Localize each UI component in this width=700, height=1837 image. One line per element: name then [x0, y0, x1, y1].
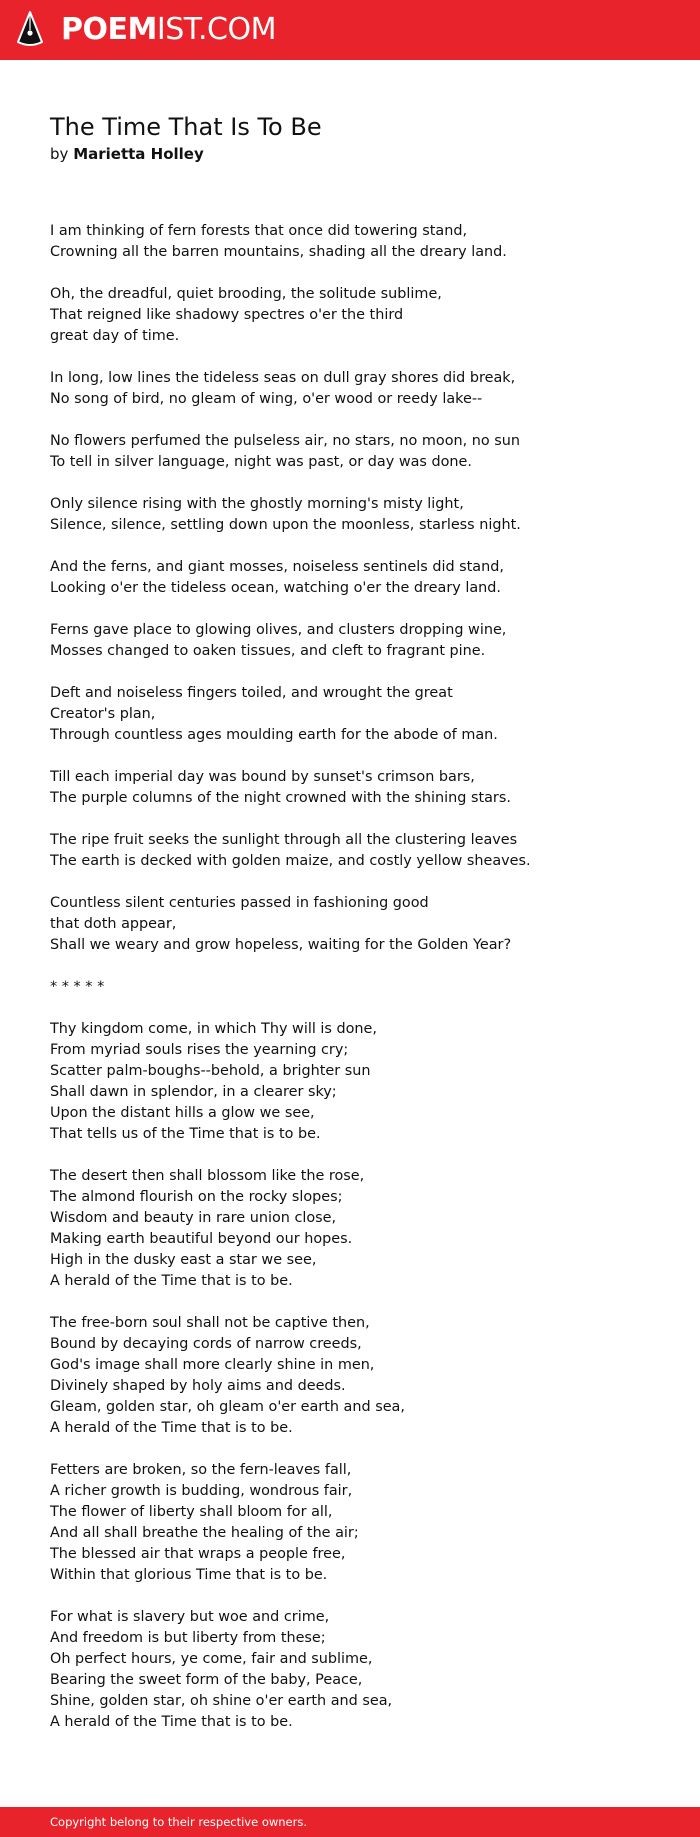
poem-stanza — [50, 557, 650, 599]
poem-line: Within that glorious Time that is to be. — [50, 1567, 328, 1583]
poem-line: The flower of liberty shall bloom for all, — [50, 1504, 333, 1520]
poem-line: A richer growth is budding, wondrous fair, — [50, 1483, 353, 1499]
poem-line: The blessed air that wraps a people free, — [50, 1546, 346, 1562]
poem-line: God's image shall more clearly shine in men, — [50, 1357, 375, 1373]
poem-stanza — [50, 683, 650, 746]
poem-line: Ferns gave place to glowing olives, and clusters dropping wine, — [50, 622, 507, 638]
poem-line: I am thinking of fern forests that once did towering stand, — [50, 223, 468, 239]
poem-body — [50, 221, 650, 1754]
byline — [50, 144, 650, 164]
poem-line: And freedom is but liberty from these; — [50, 1630, 326, 1646]
poem-line: that doth appear, — [50, 916, 177, 932]
poem-line: Creator's plan, — [50, 706, 156, 722]
poem-stanza — [50, 977, 650, 998]
poem-line: From myriad souls rises the yearning cry; — [50, 1042, 349, 1058]
site-footer — [0, 1807, 700, 1837]
poem-stanza — [50, 620, 650, 662]
poem-line: Upon the distant hills a glow we see, — [50, 1105, 315, 1121]
poem-stanza — [50, 830, 650, 872]
poem-stanza — [50, 1460, 650, 1586]
poem-line: For what is slavery but woe and crime, — [50, 1609, 330, 1625]
poem-line: The desert then shall blossom like the rose, — [50, 1168, 365, 1184]
poem-stanza — [50, 221, 650, 263]
poem-stanza — [50, 1607, 650, 1733]
poem-line: And the ferns, and giant mosses, noiseless sentinels did stand, — [50, 559, 504, 575]
poem-line: No flowers perfumed the pulseless air, no stars, no moon, no sun — [50, 433, 521, 449]
poem-line: A herald of the Time that is to be. — [50, 1273, 293, 1289]
poem-line: Wisdom and beauty in rare union close, — [50, 1210, 337, 1226]
brand-bold-text: POEM — [61, 12, 157, 47]
poem-stanza — [50, 1019, 650, 1145]
poem-line: great day of time. — [50, 328, 180, 344]
poem-line: Shall we weary and grow hopeless, waiting for the Golden Year? — [50, 937, 512, 953]
poem-stanza — [50, 1313, 650, 1439]
poem-line: A herald of the Time that is to be. — [50, 1420, 293, 1436]
poem-line: The ripe fruit seeks the sunlight through all the clustering leaves — [50, 832, 518, 848]
poem-line: That reigned like shadowy spectres o'er the third — [50, 307, 404, 323]
poem-stanza — [50, 431, 650, 473]
poem-line: Bound by decaying cords of narrow creeds, — [50, 1336, 362, 1352]
poem-line: Bearing the sweet form of the baby, Peace, — [50, 1672, 363, 1688]
poem-line: No song of bird, no gleam of wing, o'er wood or reedy lake-- — [50, 391, 483, 407]
brand-light-text: IST.COM — [156, 12, 276, 47]
poem-line: Shall dawn in splendor, in a clearer sky; — [50, 1084, 337, 1100]
poem-stanza — [50, 1166, 650, 1292]
poem-line: Deft and noiseless fingers toiled, and wrought the great — [50, 685, 453, 701]
poem-line: And all shall breathe the healing of the air; — [50, 1525, 359, 1541]
poem-line: * * * * * — [50, 979, 105, 995]
poem-title: The Time That Is To Be — [50, 113, 322, 141]
poem-line: Scatter palm-boughs--behold, a brighter sun — [50, 1063, 371, 1079]
poem-line: Till each imperial day was bound by sunset's crimson bars, — [50, 769, 475, 785]
poem-stanza — [50, 893, 650, 956]
poem-line: Making earth beautiful beyond our hopes. — [50, 1231, 353, 1247]
poem-line: A herald of the Time that is to be. — [50, 1714, 293, 1730]
poem-line: Crowning all the barren mountains, shading all the dreary land. — [50, 244, 507, 260]
by-label: by — [50, 145, 69, 163]
site-logo[interactable] — [61, 12, 276, 48]
poem-line: Fetters are broken, so the fern-leaves fall, — [50, 1462, 352, 1478]
poem-line: Mosses changed to oaken tissues, and cleft to fragrant pine. — [50, 643, 486, 659]
poem-line: Looking o'er the tideless ocean, watching o'er the dreary land. — [50, 580, 501, 596]
poem-line: That tells us of the Time that is to be. — [50, 1126, 321, 1142]
site-header — [0, 0, 700, 60]
poem-line: Countless silent centuries passed in fashioning good — [50, 895, 429, 911]
author-name: Marietta Holley — [73, 145, 204, 163]
poem-line: In long, low lines the tideless seas on dull gray shores did break, — [50, 370, 516, 386]
poem-line: Silence, silence, settling down upon the moonless, starless night. — [50, 517, 521, 533]
poem-line: Oh, the dreadful, quiet brooding, the solitude sublime, — [50, 286, 442, 302]
poem-stanza — [50, 368, 650, 410]
poem-stanza — [50, 284, 650, 347]
poem-line: Thy kingdom come, in which Thy will is done, — [50, 1021, 377, 1037]
poem-line: The free-born soul shall not be captive then, — [50, 1315, 370, 1331]
poem-line: Oh perfect hours, ye come, fair and sublime, — [50, 1651, 373, 1667]
poem-line: The purple columns of the night crowned with the shining stars. — [50, 790, 511, 806]
poem-stanza — [50, 494, 650, 536]
poem-line: Only silence rising with the ghostly morning's misty light, — [50, 496, 464, 512]
poem-line: High in the dusky east a star we see, — [50, 1252, 317, 1268]
poem-stanza — [50, 767, 650, 809]
poem-line: Shine, golden star, oh shine o'er earth and sea, — [50, 1693, 393, 1709]
pen-nib-icon[interactable] — [17, 11, 43, 51]
poem-line: Through countless ages moulding earth for the abode of man. — [50, 727, 498, 743]
poem-line: Gleam, golden star, oh gleam o'er earth and sea, — [50, 1399, 405, 1415]
poem-line: To tell in silver language, night was past, or day was done. — [50, 454, 472, 470]
poem-line: The earth is decked with golden maize, and costly yellow sheaves. — [50, 853, 531, 869]
copyright-text: Copyright belong to their respective owners. — [50, 1815, 308, 1829]
poem-line: Divinely shaped by holy aims and deeds. — [50, 1378, 346, 1394]
poem-line: The almond flourish on the rocky slopes; — [50, 1189, 343, 1205]
poem-heading — [50, 112, 650, 164]
